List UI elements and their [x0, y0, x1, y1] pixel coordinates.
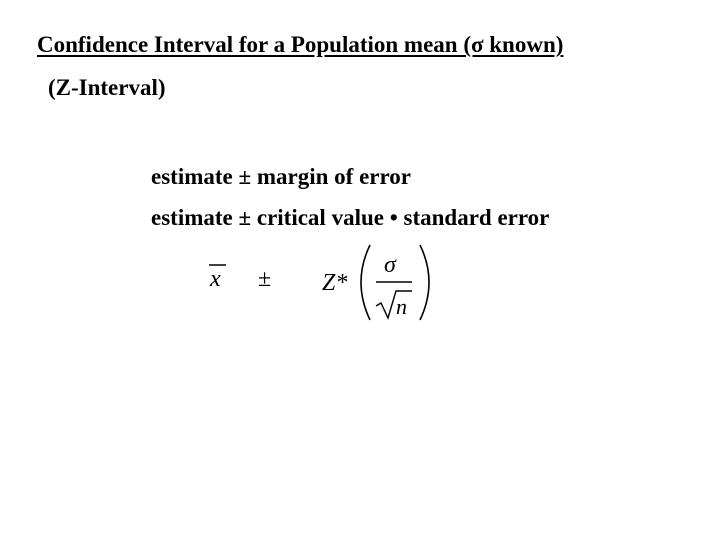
plus-minus-symbol: ± [258, 266, 272, 292]
left-parenthesis [361, 245, 370, 320]
z-interval-formula [200, 240, 450, 330]
slide-subtitle: (Z-Interval) [48, 75, 166, 100]
sample-mean-symbol: x [210, 266, 221, 292]
slide-title: Confidence Interval for a Population mean (σ known) [37, 32, 564, 57]
sample-size-symbol: n [396, 294, 407, 319]
right-parenthesis [420, 245, 429, 320]
sigma-symbol: σ [384, 252, 396, 278]
formula-text-standard-error: estimate ± critical value • standard error [151, 205, 550, 230]
critical-value-symbol: Z* [322, 270, 348, 296]
formula-text-margin-of-error: estimate ± margin of error [151, 164, 411, 189]
